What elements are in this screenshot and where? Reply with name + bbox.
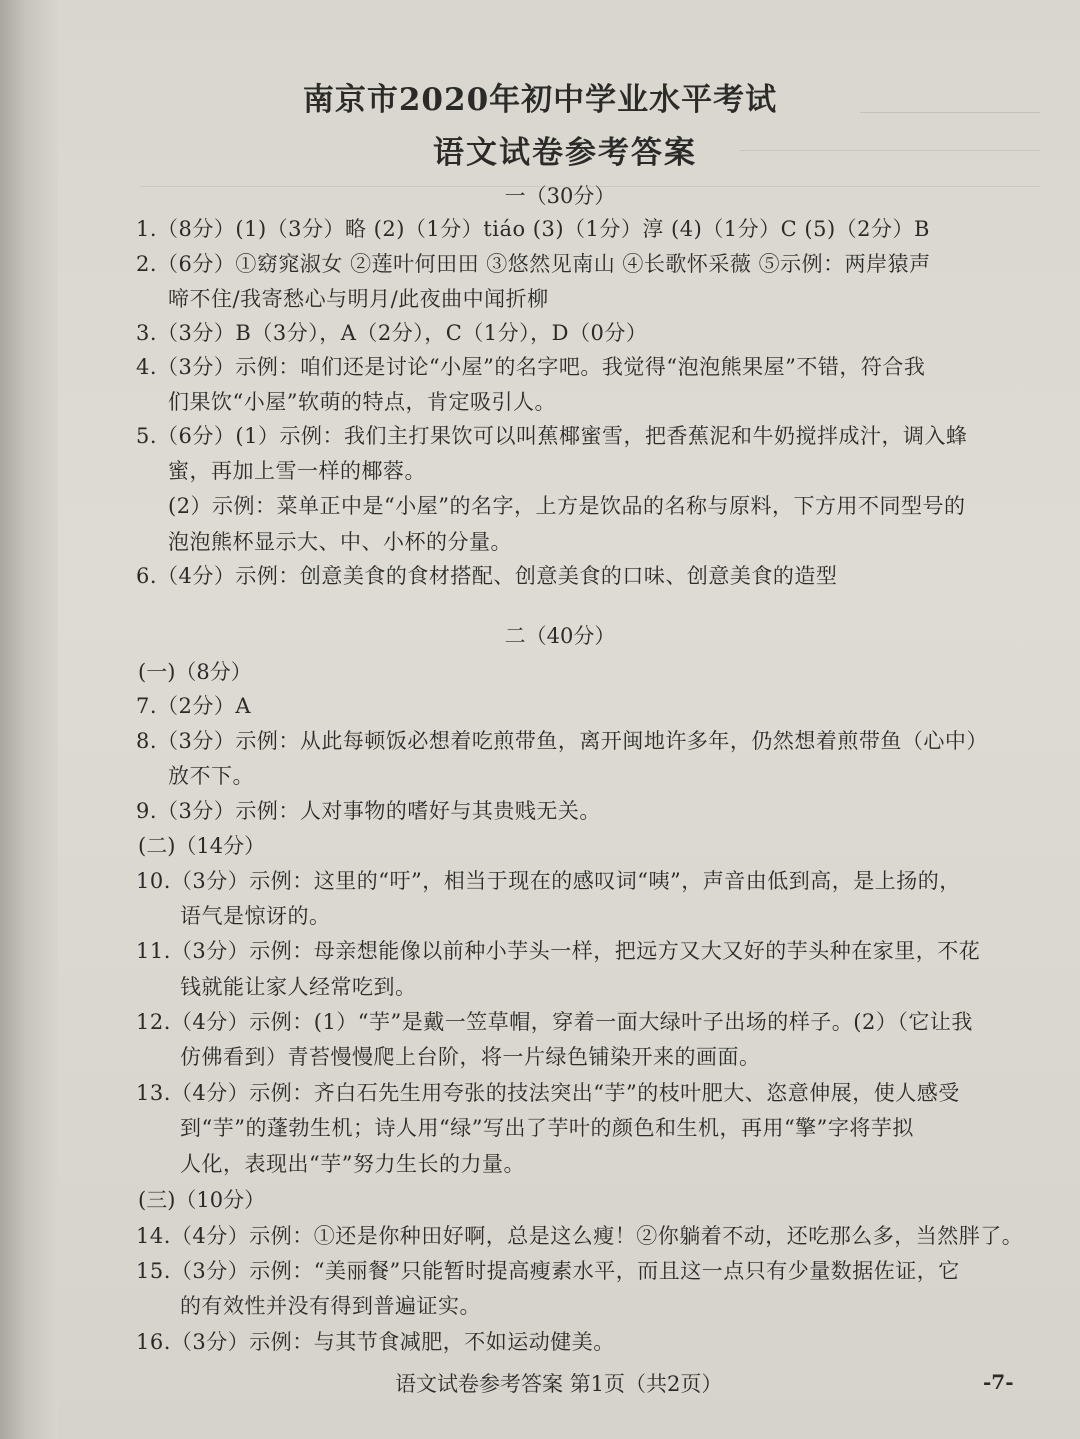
- answer-line: 4.（3分）示例：咱们还是讨论“小屋”的名字吧。我觉得“泡泡熊果屋”不错，符合我: [136, 355, 926, 379]
- answer-line: 们果饮“小屋”软萌的特点，肯定吸引人。: [168, 390, 556, 414]
- book-gutter-shadow: [0, 0, 58, 1439]
- answer-line: 7.（2分）A: [136, 694, 252, 718]
- answer-line: 钱就能让家人经常吃到。: [180, 975, 417, 999]
- subsection-heading: (三)（10分）: [138, 1188, 266, 1212]
- answer-line: 9.（3分）示例：人对事物的嗜好与其贵贱无关。: [136, 799, 601, 823]
- answer-line: 12.（4分）示例：(1）“芋”是戴一笠草帽，穿着一面大绿叶子出场的样子。(2）（它让我: [136, 1010, 973, 1034]
- answer-line: 5.（6分）(1）示例：我们主打果饮可以叫蕉椰蜜雪，把香蕉泥和牛奶搅拌成汁，调入蜂: [136, 424, 968, 448]
- answer-line: 的有效性并没有得到普遍证实。: [180, 1294, 481, 1318]
- answer-line: 泡泡熊杯显示大、中、小杯的分量。: [168, 530, 512, 554]
- answer-line: 8.（3分）示例：从此每顿饭必想着吃煎带鱼，离开闽地许多年，仍然想着煎带鱼（心中）: [136, 729, 988, 753]
- answer-line: 语气是惊讶的。: [180, 904, 331, 928]
- answer-line: 啼不住/我寄愁心与明月/此夜曲中闻折柳: [168, 287, 549, 311]
- answer-line: 6.（4分）示例：创意美食的食材搭配、创意美食的口味、创意美食的造型: [136, 564, 838, 588]
- answer-line: 1.（8分）(1)（3分）略 (2)（1分）tiáo (3)（1分）淳 (4)（1分）C (5)（2分）B: [136, 217, 930, 241]
- exam-subtitle: 语文试卷参考答案: [433, 135, 697, 171]
- answer-line: 仿佛看到）青苔慢慢爬上台阶，将一片绿色铺染开来的画面。: [180, 1045, 761, 1069]
- section-heading: 二（40分）: [504, 624, 616, 648]
- subsection-heading: (二)（14分）: [138, 834, 266, 858]
- answer-line: 2.（6分）①窈窕淑女 ②莲叶何田田 ③悠然见南山 ④长歌怀采薇 ⑤示例：两岸猿声: [136, 252, 931, 276]
- answer-line: 3.（3分）B（3分），A（2分），C（1分），D（0分）: [136, 321, 648, 345]
- answer-line: 15.（3分）示例：“美丽餐”只能暂时提高瘦素水平，而且这一点只有少量数据佐证，它: [136, 1259, 960, 1283]
- answer-line: 14.（4分）示例：①还是你种田好啊，总是这么瘦！②你躺着不动，还吃那么多，当然胖了。: [136, 1224, 1024, 1248]
- page-footer: 语文试卷参考答案 第1页（共2页）: [395, 1372, 723, 1396]
- answer-line: 蜜，再加上雪一样的椰蓉。: [168, 459, 426, 483]
- answer-line: 16.（3分）示例：与其节食减肥，不如运动健美。: [136, 1330, 615, 1354]
- page-number: -7-: [983, 1370, 1014, 1394]
- exam-title: 南京市2020年初中学业水平考试: [302, 82, 778, 118]
- subsection-heading: (一)（8分）: [138, 660, 252, 684]
- section-heading: 一（30分）: [504, 184, 616, 208]
- answer-line: 到“芋”的蓬勃生机；诗人用“绿”写出了芋叶的颜色和生机，再用“擎”字将芋拟: [180, 1116, 914, 1140]
- answer-line: 人化，表现出“芋”努力生长的力量。: [180, 1152, 525, 1176]
- answer-line: 13.（4分）示例：齐白石先生用夸张的技法突出“芋”的枝叶肥大、恣意伸展，使人感受: [136, 1081, 960, 1105]
- answer-line: (2）示例：菜单正中是“小屋”的名字，上方是饮品的名称与原料，下方用不同型号的: [168, 494, 966, 518]
- answer-line: 放不下。: [168, 764, 254, 788]
- answer-line: 11.（3分）示例：母亲想能像以前种小芋头一样，把远方又大又好的芋头种在家里，不花: [136, 939, 981, 963]
- answer-line: 10.（3分）示例：这里的“吁”，相当于现在的感叹词“咦”，声音由低到高，是上扬的，: [136, 869, 961, 893]
